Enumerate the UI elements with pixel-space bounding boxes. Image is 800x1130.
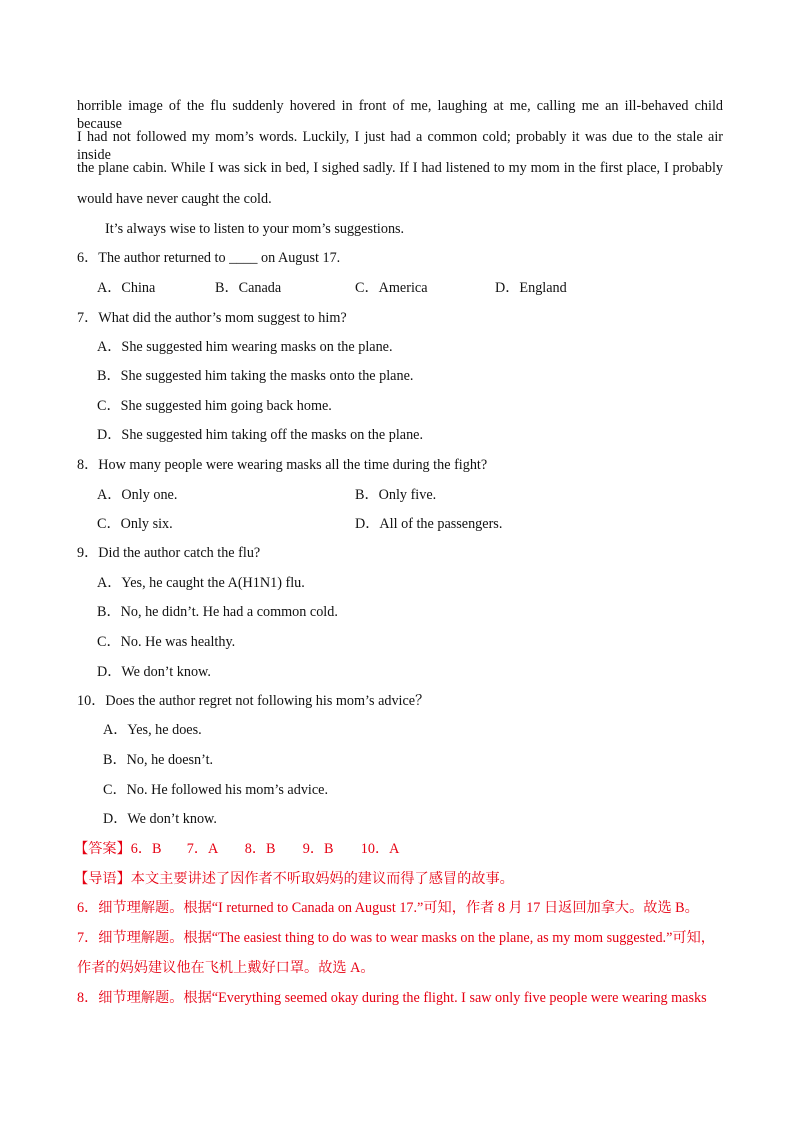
explanation-6: 6．细节理解题。根据“I returned to Canada on August 17.”可知，作者 8 月 17 日返回加拿大。故选 B。 <box>77 900 699 916</box>
question-7 <box>77 309 347 327</box>
option-9c: C．No. He was healthy. <box>97 634 236 650</box>
option-8d: D．All of the passengers. <box>355 516 503 532</box>
option-8a: A．Only one. <box>97 487 178 503</box>
option-8c: C．Only six. <box>97 516 173 532</box>
option-9b: B．No, he didn’t. He had a common cold. <box>97 604 338 620</box>
option-7a: A．She suggested him wearing masks on the plane. <box>97 339 393 355</box>
option-9d: D．We don’t know. <box>97 664 211 680</box>
answer-6: 6．B <box>130 841 162 857</box>
passage-line: would have never caught the cold. <box>77 191 272 207</box>
answer-9: 9．B <box>302 841 334 857</box>
guide-text: 【导语】本文主要讲述了因作者不听取妈妈的建议而得了感冒的故事。 <box>74 871 514 887</box>
passage-line: the plane cabin. While I was sick in bed, I sighed sadly. If I had listened to my mom in the first place, I probably <box>77 160 723 176</box>
option-10a: A．Yes, he does. <box>103 722 202 738</box>
question-number: 7． <box>77 310 99 326</box>
option-10c: C．No. He followed his mom’s advice. <box>103 782 328 798</box>
option-6b: B．Canada <box>215 280 282 296</box>
question-stem: The author returned to ____ on August 17. <box>98 250 341 266</box>
option-6c: C．America <box>355 280 428 296</box>
option-6d: D．England <box>495 280 567 296</box>
answer-key <box>74 840 399 858</box>
question-stem: Does the author regret not following his mom’s advice？ <box>105 693 430 709</box>
passage-line: horrible image of the flu suddenly hovered in front of me, laughing at me, calling me an ill-behaved child because <box>77 98 723 132</box>
question-6 <box>77 249 340 267</box>
question-10 <box>77 692 429 710</box>
explanation-7-line1: 7．细节理解题。根据“The easiest thing to do was to wear masks on the plane, as my mom suggested.”可知， <box>77 930 715 946</box>
question-number: 6． <box>77 250 99 266</box>
question-number: 9． <box>77 545 99 561</box>
option-10d: D．We don’t know. <box>103 811 217 827</box>
question-stem: How many people were wearing masks all the time during the fight? <box>98 457 488 473</box>
answer-8: 8．B <box>244 841 276 857</box>
answer-10: 10．A <box>360 841 400 857</box>
question-8 <box>77 456 487 474</box>
option-9a: A．Yes, he caught the A(H1N1) flu. <box>97 575 305 591</box>
option-7d: D．She suggested him taking off the masks on the plane. <box>97 427 424 443</box>
question-stem: What did the author’s mom suggest to him? <box>98 310 347 326</box>
passage-closing: It’s always wise to listen to your mom’s suggestions. <box>105 221 405 237</box>
option-10b: B．No, he doesn’t. <box>103 752 214 768</box>
question-stem: Did the author catch the flu? <box>98 545 261 561</box>
question-number: 8． <box>77 457 99 473</box>
question-9 <box>77 544 260 562</box>
option-6a: A．China <box>97 280 156 296</box>
explanation-7-line2: 作者的妈妈建议他在飞机上戴好口罩。故选 A。 <box>77 960 375 976</box>
option-8b: B．Only five. <box>355 487 437 503</box>
question-number: 10． <box>77 693 106 709</box>
answer-7: 7．A <box>186 841 219 857</box>
explanation-8: 8．细节理解题。根据“Everything seemed okay during the flight. I saw only five people were wearing masks <box>77 990 707 1006</box>
answer-key-label: 【答案】 <box>74 841 131 857</box>
option-7c: C．She suggested him going back home. <box>97 398 332 414</box>
passage-line: I had not followed my mom’s words. Luckily, I just had a common cold; probably it was due to the stale air inside <box>77 129 723 163</box>
option-7b: B．She suggested him taking the masks onto the plane. <box>97 368 414 384</box>
